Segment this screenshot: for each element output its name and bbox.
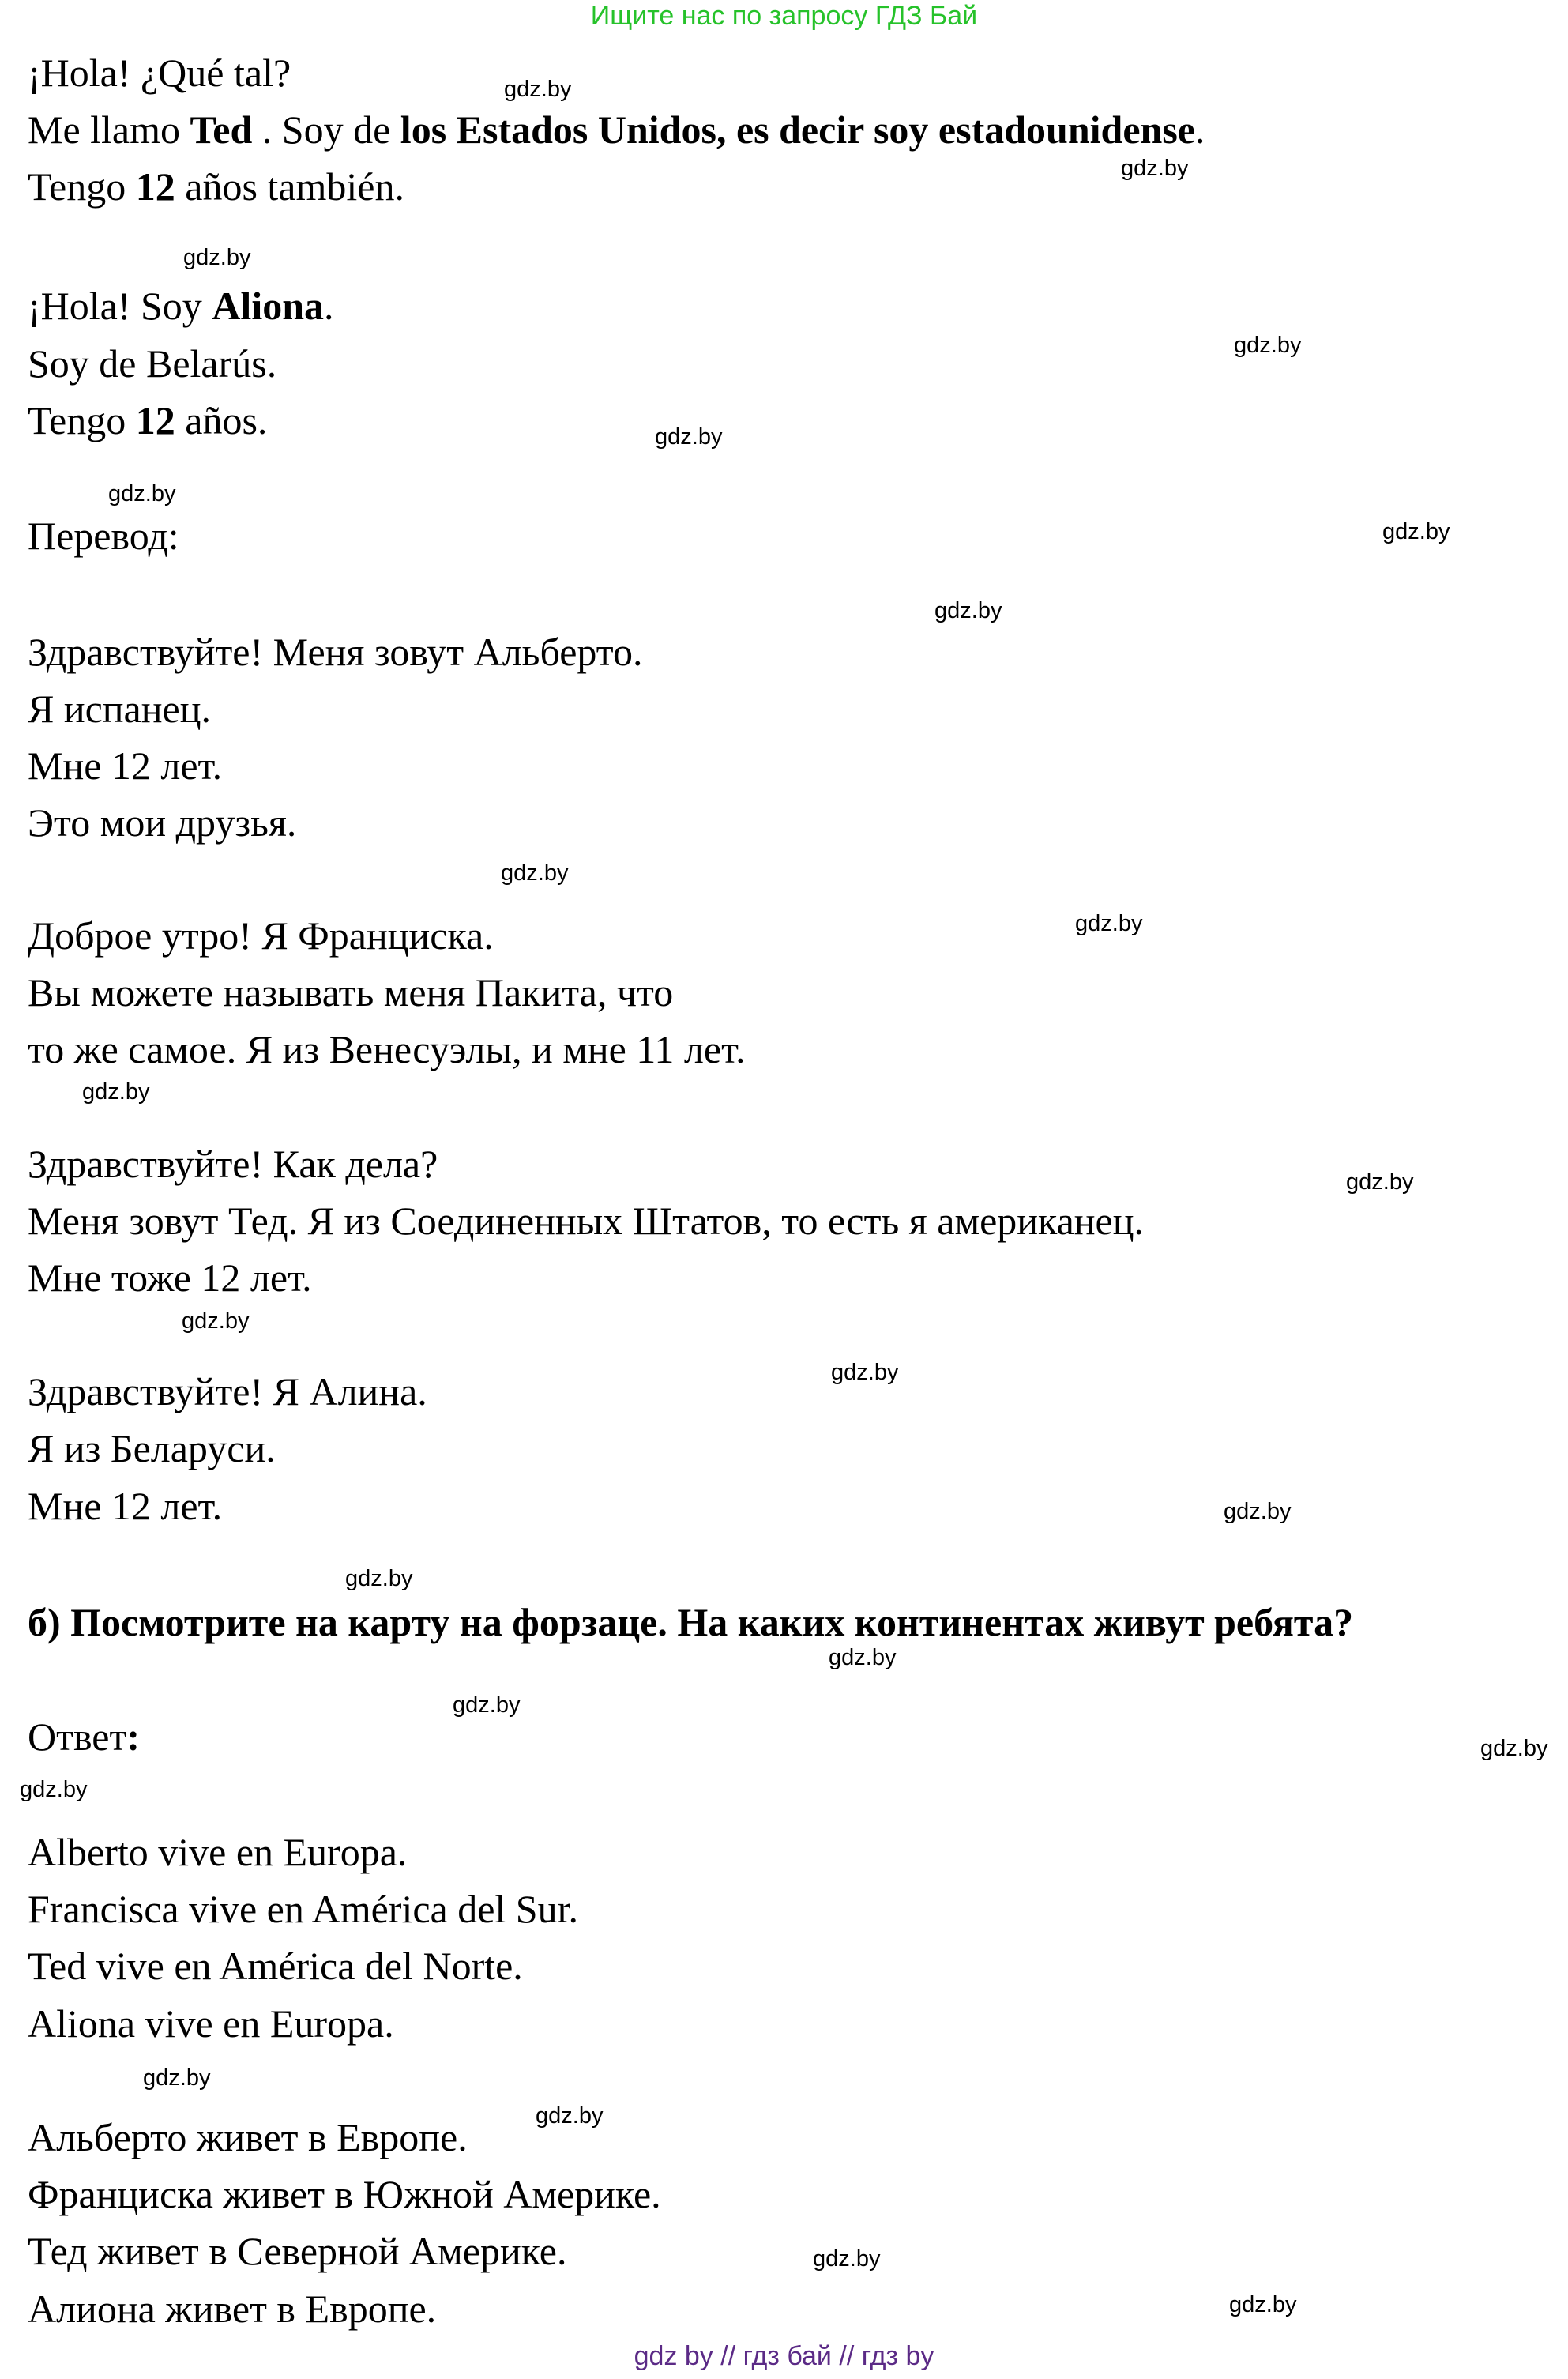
watermark: gdz.by	[1382, 519, 1450, 544]
translation-p1-line-4: Это мои друзья.	[28, 800, 297, 845]
watermark: gdz.by	[108, 481, 176, 506]
watermark: gdz.by	[1346, 1169, 1414, 1195]
translation-p3-line-3: Мне тоже 12 лет.	[28, 1255, 312, 1300]
aliona-name: Aliona	[212, 284, 325, 328]
translation-p4-line-2: Я из Беларуси.	[28, 1426, 276, 1470]
aliona-age-pre: Tengo	[28, 398, 136, 442]
watermark: gdz.by	[536, 2103, 604, 2129]
task-b-question: б) Посмотрите на карту на форзаце. На каких континентах живут ребята?	[28, 1600, 1354, 1644]
watermark: gdz.by	[1121, 156, 1189, 181]
translation-p4-line-3: Мне 12 лет.	[28, 1484, 223, 1528]
answer-label	[28, 1713, 140, 1760]
ted-age-post: años también.	[175, 164, 404, 209]
aliona-greeting	[28, 282, 334, 329]
translation-p1-line-1: Здравствуйте! Меня зовут Альберто.	[28, 630, 643, 674]
answer-ru-3: Тед живет в Северной Америке.	[28, 2229, 567, 2273]
translation-p3-line-1: Здравствуйте! Как дела?	[28, 1142, 438, 1186]
ted-name: Ted	[190, 107, 253, 152]
top-banner: Ищите нас по запросу ГДЗ Бай	[590, 1, 978, 31]
watermark: gdz.by	[1234, 333, 1302, 358]
ted-line-end: .	[1195, 107, 1205, 152]
answer-es-3: Ted vive en América del Norte.	[28, 1944, 523, 1988]
watermark: gdz.by	[20, 1777, 88, 1802]
answer-ru-2: Франциска живет в Южной Америке.	[28, 2172, 661, 2216]
ted-line-pre: Me llamo	[28, 107, 190, 152]
watermark: gdz.by	[501, 860, 569, 886]
watermark: gdz.by	[813, 2246, 881, 2272]
translation-p1-line-2: Я испанец.	[28, 687, 211, 731]
aliona-age-line	[28, 397, 267, 444]
watermark: gdz.by	[82, 1079, 150, 1105]
footer-links: gdz by // гдз бай // гдз by	[634, 2341, 934, 2371]
watermark: gdz.by	[831, 1360, 899, 1385]
ted-age: 12	[135, 164, 175, 209]
watermark: gdz.by	[655, 424, 723, 450]
translation-p4-line-1: Здравствуйте! Я Алина.	[28, 1369, 427, 1413]
watermark: gdz.by	[1229, 2292, 1297, 2317]
watermark: gdz.by	[1480, 1736, 1548, 1761]
watermark: gdz.by	[1224, 1499, 1292, 1524]
ted-line-mid: . Soy de	[252, 107, 400, 152]
translation-p2-line-1: Доброе утро! Я Франциска.	[28, 913, 494, 958]
watermark: gdz.by	[453, 1692, 521, 1718]
translation-heading: Перевод:	[28, 514, 179, 558]
answer-label-colon: :	[126, 1715, 140, 1759]
answer-es-4: Aliona vive en Europa.	[28, 2001, 394, 2046]
answer-ru-4: Алиона живет в Европе.	[28, 2287, 437, 2331]
watermark: gdz.by	[183, 245, 251, 270]
aliona-age: 12	[135, 398, 175, 442]
translation-p1-line-3: Мне 12 лет.	[28, 743, 223, 788]
ted-age-pre: Tengo	[28, 164, 136, 209]
watermark: gdz.by	[143, 2065, 211, 2091]
watermark: gdz.by	[345, 1566, 413, 1591]
ted-intro-line	[28, 106, 1205, 153]
ted-greeting: ¡Hola! ¿Qué tal?	[28, 51, 291, 95]
answer-label-text: Ответ	[28, 1715, 127, 1759]
answer-es-2: Francisca vive en América del Sur.	[28, 1887, 578, 1931]
translation-p3-line-2: Меня зовут Тед. Я из Соединенных Штатов, то есть я американец.	[28, 1199, 1144, 1243]
ted-origin: los Estados Unidos, es decir soy estadounidense	[400, 107, 1195, 152]
aliona-greeting-pre: ¡Hola! Soy	[28, 284, 212, 328]
answer-es-1: Alberto vive en Europa.	[28, 1830, 408, 1874]
watermark: gdz.by	[182, 1308, 250, 1334]
watermark: gdz.by	[1075, 911, 1143, 936]
answer-ru-1: Альберто живет в Европе.	[28, 2115, 468, 2159]
watermark: gdz.by	[504, 77, 572, 102]
aliona-greeting-end: .	[324, 284, 334, 328]
translation-p2-line-2: Вы можете называть меня Пакита, что	[28, 970, 674, 1014]
aliona-origin: Soy de Belarús.	[28, 341, 277, 386]
translation-p2-line-3: то же самое. Я из Венесуэлы, и мне 11 лет.	[28, 1027, 746, 1071]
ted-age-line	[28, 163, 404, 210]
aliona-age-post: años.	[175, 398, 268, 442]
watermark: gdz.by	[829, 1645, 897, 1670]
watermark: gdz.by	[934, 598, 1002, 623]
